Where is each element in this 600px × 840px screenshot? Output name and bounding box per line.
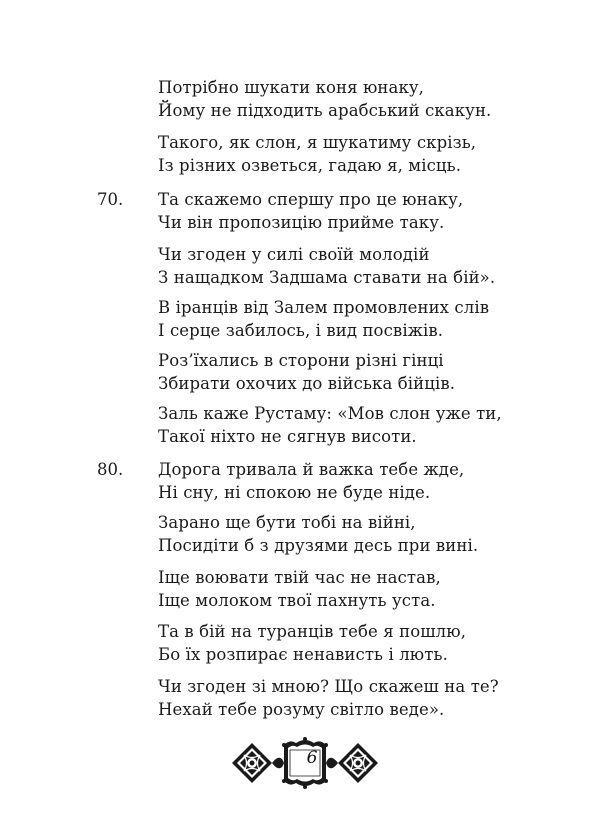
verse-line: І серце забилось, і вид посвіжів.: [158, 321, 444, 340]
verse-line: В іранців від Залем промовлених слів: [158, 298, 490, 317]
stanza: [158, 76, 558, 122]
verse-line: Йому не підходить арабський скакун.: [158, 101, 492, 120]
verse-line: Зарано ще бути тобі на війні,: [158, 513, 416, 532]
verse-line: Із різних озветься, гадаю я, місць.: [158, 156, 462, 175]
verse-line: Такої ніхто не сягнув висоти.: [158, 427, 417, 446]
stanza: [158, 620, 558, 666]
verse-line: Роз’їхались в сторони різні гінці: [158, 351, 444, 370]
verse-line: Чи він пропозицію прийме таку.: [158, 213, 445, 232]
verse-line: Чи згоден зі мною? Що скажеш на те?: [158, 677, 499, 696]
stanza: [158, 349, 558, 395]
stanza: [158, 675, 558, 721]
verse-line: Бо їх розпирає ненависть і лють.: [158, 645, 448, 664]
verse-line: Посидіти б з друзями десь при вині.: [158, 536, 479, 555]
stanza: [158, 243, 558, 289]
verse-line: Потрібно шукати коня юнаку,: [158, 78, 425, 97]
stanza: [158, 566, 558, 612]
verse-line: Нехай тебе розуму світло веде».: [158, 700, 445, 719]
verse-line: Іще воювати твій час не настав,: [158, 568, 441, 587]
verse-line: Та в бій на туранців тебе я пошлю,: [158, 622, 467, 641]
stanza: [158, 511, 558, 557]
verse-line: Збирати охочих до війська бійців.: [158, 374, 456, 393]
page-number: 6: [306, 748, 318, 768]
line-number: 70.: [97, 190, 124, 209]
verse-line: Заль каже Рустаму: «Мов слон уже ти,: [158, 404, 502, 423]
verse-line: Ні сну, ні спокою не буде ніде.: [158, 483, 431, 502]
verse-line: Такого, як слон, я шукатиму скрізь,: [158, 133, 477, 152]
verse-line: Чи згоден у силі своїй молодій: [158, 245, 430, 264]
stanza: [158, 188, 558, 234]
stanza: [158, 131, 558, 177]
stanza: [158, 402, 558, 448]
stanza: [158, 296, 558, 342]
stanza: [158, 458, 558, 504]
line-number: 80.: [97, 460, 124, 479]
verse-line: Дорога тривала й важка тебе жде,: [158, 460, 465, 479]
verse-line: Іще молоком твої пахнуть уста.: [158, 591, 436, 610]
verse-line: З нащадком Задшама ставати на бій».: [158, 268, 496, 287]
verse-line: Та скажемо спершу про це юнаку,: [158, 190, 464, 209]
